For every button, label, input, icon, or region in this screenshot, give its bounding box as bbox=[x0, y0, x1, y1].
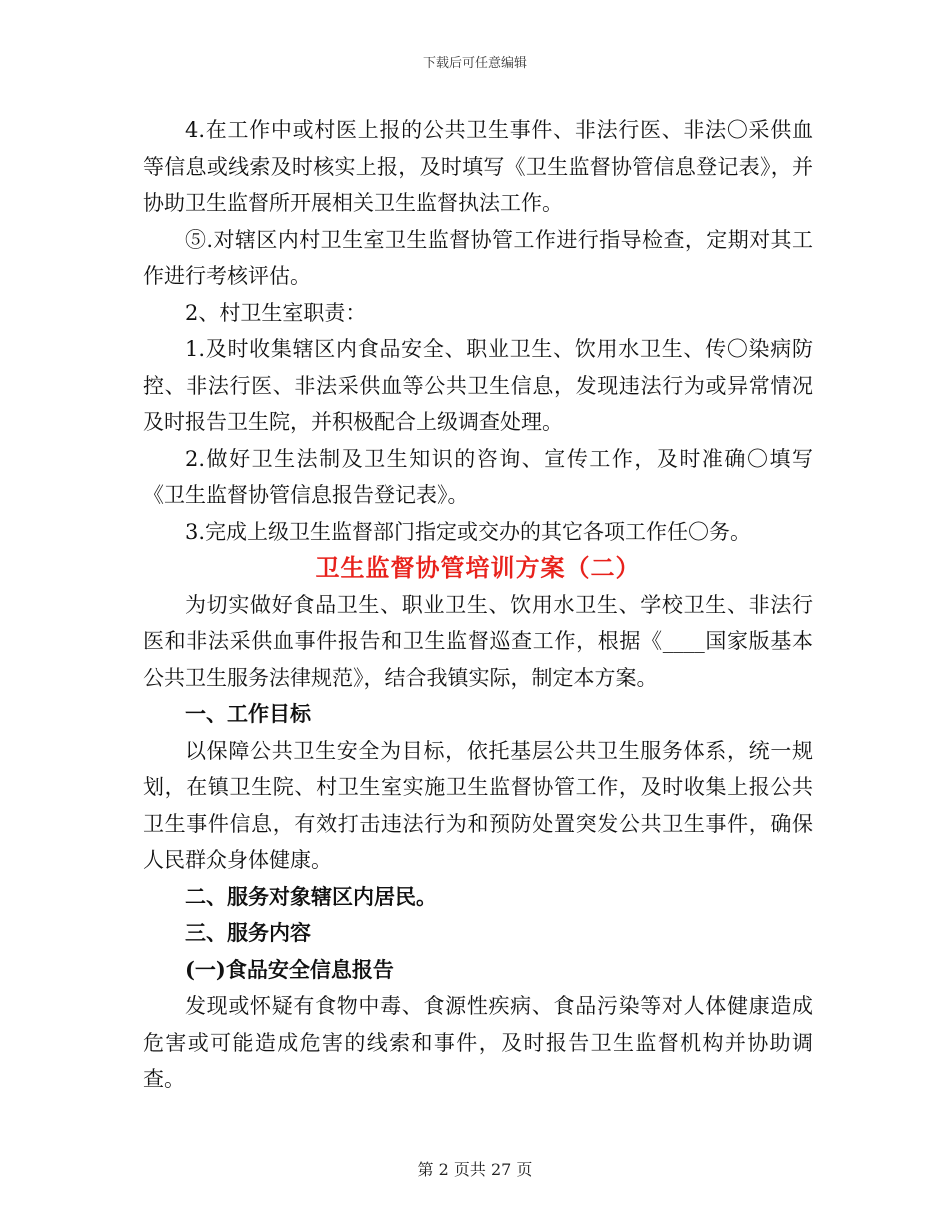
paragraph-village-duty-2: 2.做好卫生法制及卫生知识的咨询、宣传工作，及时准确〇填写《卫生监督协管信息报告登记表》。 bbox=[143, 446, 813, 507]
paragraph-village-clinic-heading: 2、村卫生室职责： bbox=[185, 300, 367, 325]
paragraph-food-safety-report: 发现或怀疑有食物中毒、食源性疾病、食品污染等对人体健康造成危害或可能造成危害的线索和事件，及时报告卫生监督机构并协助调查。 bbox=[143, 994, 813, 1091]
paragraph-work-goal: 以保障公共卫生安全为目标，依托基层公共卫生服务体系，统一规划，在镇卫生院、村卫生室实施卫生监督协管工作，及时收集上报公共卫生事件信息，有效打击违法行为和预防处置突发公共卫生事件，确保人民群众身体健康。 bbox=[143, 738, 813, 872]
heading-work-goal: 一、工作目标 bbox=[185, 701, 311, 726]
paragraph-intro: 为切实做好食品卫生、职业卫生、饮用水卫生、学校卫生、非法行医和非法采供血事件报告和卫生监督巡查工作，根据《____国家版基本公共卫生服务法律规范》，结合我镇实际，制定本方案。 bbox=[143, 592, 813, 690]
paragraph-duty-4: 4.在工作中或村医上报的公共卫生事件、非法行医、非法〇采供血等信息或线索及时核实上报，及时填写《卫生监督协管信息登记表》，并协助卫生监督所开展相关卫生监督执法工作。 bbox=[143, 118, 813, 215]
page-footer: 第 2 页共 27 页 bbox=[417, 1160, 533, 1179]
heading-service-content: 三、服务内容 bbox=[185, 920, 311, 945]
heading-service-target: 二、服务对象辖区内居民。 bbox=[185, 883, 437, 909]
document-body bbox=[143, 112, 813, 1098]
paragraph-village-duty-1: 1.及时收集辖区内食品安全、职业卫生、饮用水卫生、传〇染病防控、非法行医、非法采供血等公共卫生信息，发现违法行为或异常情况及时报告卫生院，并积极配合上级调查处理。 bbox=[143, 337, 813, 434]
page-header: 下载后可任意编辑 bbox=[422, 56, 527, 71]
heading-food-safety-report: (一)食品安全信息报告 bbox=[185, 956, 394, 982]
paragraph-village-duty-3: 3.完成上级卫生监督部门指定或交办的其它各项工作任〇务。 bbox=[185, 519, 752, 544]
section-title: 卫生监督协管培训方案（二） bbox=[315, 553, 641, 582]
paragraph-duty-5: ⑤.对辖区内村卫生室卫生监督协管工作进行指导检查，定期对其工作进行考核评估。 bbox=[143, 227, 813, 288]
